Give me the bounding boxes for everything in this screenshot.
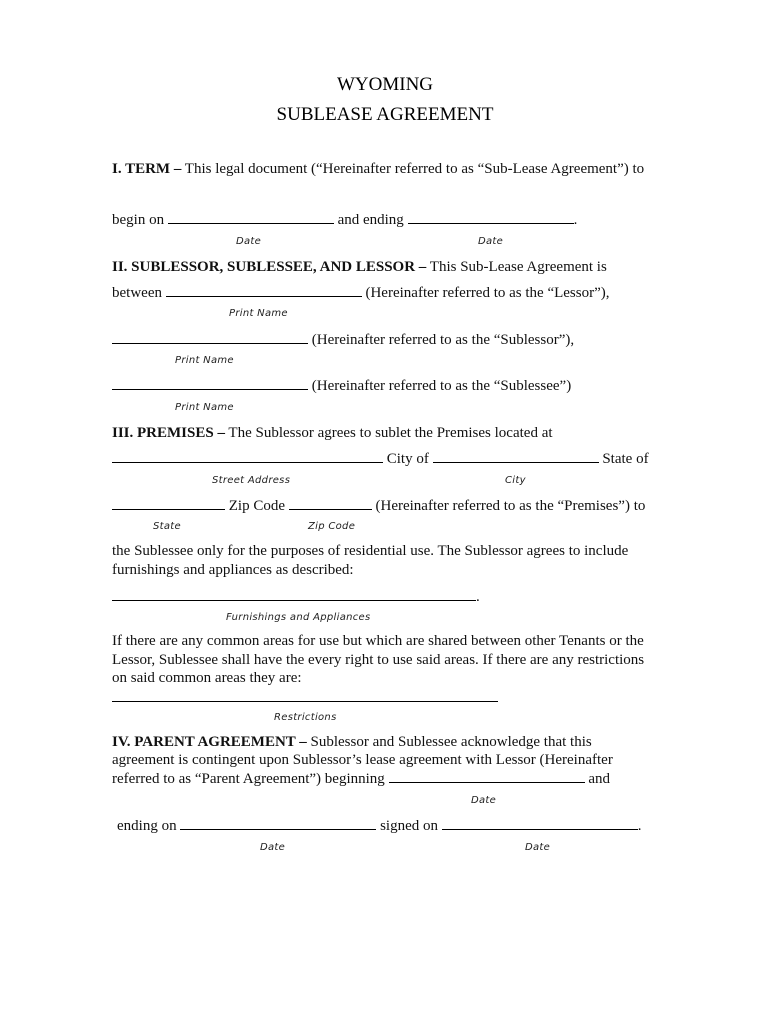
address-line <box>112 449 649 468</box>
parent-end-date-field[interactable] <box>180 816 376 830</box>
begin-date-field[interactable] <box>168 210 334 224</box>
sublessor-label: (Hereinafter referred to as the “Sublessor”), <box>311 332 575 348</box>
parent-text-1: Sublessor and Sublessee acknowledge that this <box>306 734 592 750</box>
furnishings-caption: Furnishings and Appliances <box>226 612 371 623</box>
premises-label: (Hereinafter referred to as the “Premises”) to <box>375 498 646 514</box>
street-address-field[interactable] <box>112 449 383 463</box>
city-caption: City <box>505 475 526 486</box>
residential-use-paragraph: the Sublessee only for the purposes of residential use. The Sublessor agrees to include furnishings and appliances as described: <box>112 543 629 578</box>
premises-heading: III. PREMISES – <box>112 425 225 441</box>
state-caption: State <box>153 521 181 532</box>
restrictions-caption: Restrictions <box>274 712 337 723</box>
city-field[interactable] <box>433 449 599 463</box>
premises-text: The Sublessor agrees to sublet the Premises located at <box>224 425 553 441</box>
period: . <box>476 589 480 605</box>
parties-heading: II. SUBLESSOR, SUBLESSEE, AND LESSOR – <box>112 259 427 275</box>
state-field[interactable] <box>112 496 225 510</box>
begin-date-caption: Date <box>236 236 262 247</box>
parent-section <box>112 733 592 751</box>
document-title-state: WYOMING <box>336 74 434 95</box>
sublessor-name-field[interactable] <box>112 330 308 344</box>
parent-ending-line <box>117 816 642 835</box>
parent-begin-date-field[interactable] <box>389 769 585 783</box>
term-dates-line <box>112 210 577 229</box>
lessor-label: (Hereinafter referred to as the “Lessor”), <box>365 285 610 301</box>
end-date-field[interactable] <box>408 210 574 224</box>
parent-beginning-line <box>112 769 610 788</box>
restrictions-field[interactable] <box>112 688 498 702</box>
zip-code-field[interactable] <box>289 496 372 510</box>
begin-on-label: begin on <box>112 212 165 228</box>
zip-code-caption: Zip Code <box>308 521 356 532</box>
sublessee-label: (Hereinafter referred to as the “Sublessee”) <box>311 378 572 394</box>
term-section <box>112 160 644 178</box>
sublessee-line <box>112 376 571 395</box>
term-heading: I. TERM – <box>112 161 182 177</box>
signed-on-label: signed on <box>380 818 438 834</box>
lessor-line <box>112 283 610 302</box>
ending-on-label: ending on <box>117 818 177 834</box>
signed-caption: Date <box>525 842 551 853</box>
city-of-label: City of <box>386 451 429 467</box>
parent-heading: IV. PARENT AGREEMENT – <box>112 734 307 750</box>
period: . <box>637 818 642 834</box>
sublessee-caption: Print Name <box>175 402 234 413</box>
zip-code-label: Zip Code <box>228 498 285 514</box>
parent-text-2: agreement is contingent upon Sublessor’s lease agreement with Lessor (Hereinafter <box>112 752 613 768</box>
and-ending-label: and ending <box>337 212 404 228</box>
parties-text: This Sub-Lease Agreement is <box>426 259 607 275</box>
parent-text-3: referred to as “Parent Agreement”) beginning <box>112 771 385 787</box>
lessor-name-field[interactable] <box>166 283 362 297</box>
lessor-caption: Print Name <box>229 308 288 319</box>
parties-section <box>112 258 607 276</box>
state-zip-line <box>112 496 645 515</box>
period: . <box>573 212 578 228</box>
and-label: and <box>588 771 610 787</box>
common-areas-paragraph: If there are any common areas for use but which are shared between other Tenants or the Lessor, Sublessee shall have the every right to use said areas. If there are any restrictions on said common areas they are: <box>112 633 645 686</box>
end-date-caption: Date <box>478 236 504 247</box>
sublessee-name-field[interactable] <box>112 376 308 390</box>
premises-section <box>112 424 553 442</box>
state-of-label: State of <box>602 451 649 467</box>
parent-end-caption: Date <box>260 842 286 853</box>
signed-date-field[interactable] <box>442 816 638 830</box>
document-title: SUBLEASE AGREEMENT <box>276 104 494 125</box>
furnishings-line <box>112 587 480 606</box>
term-text: This legal document (“Hereinafter referred to as “Sub-Lease Agreement”) to <box>181 161 645 177</box>
between-label: between <box>112 285 162 301</box>
sublessor-caption: Print Name <box>175 355 234 366</box>
sublessor-line <box>112 330 574 349</box>
furnishings-field[interactable] <box>112 587 476 601</box>
street-address-caption: Street Address <box>212 475 291 486</box>
parent-begin-caption: Date <box>471 795 497 806</box>
restrictions-line <box>112 688 498 707</box>
